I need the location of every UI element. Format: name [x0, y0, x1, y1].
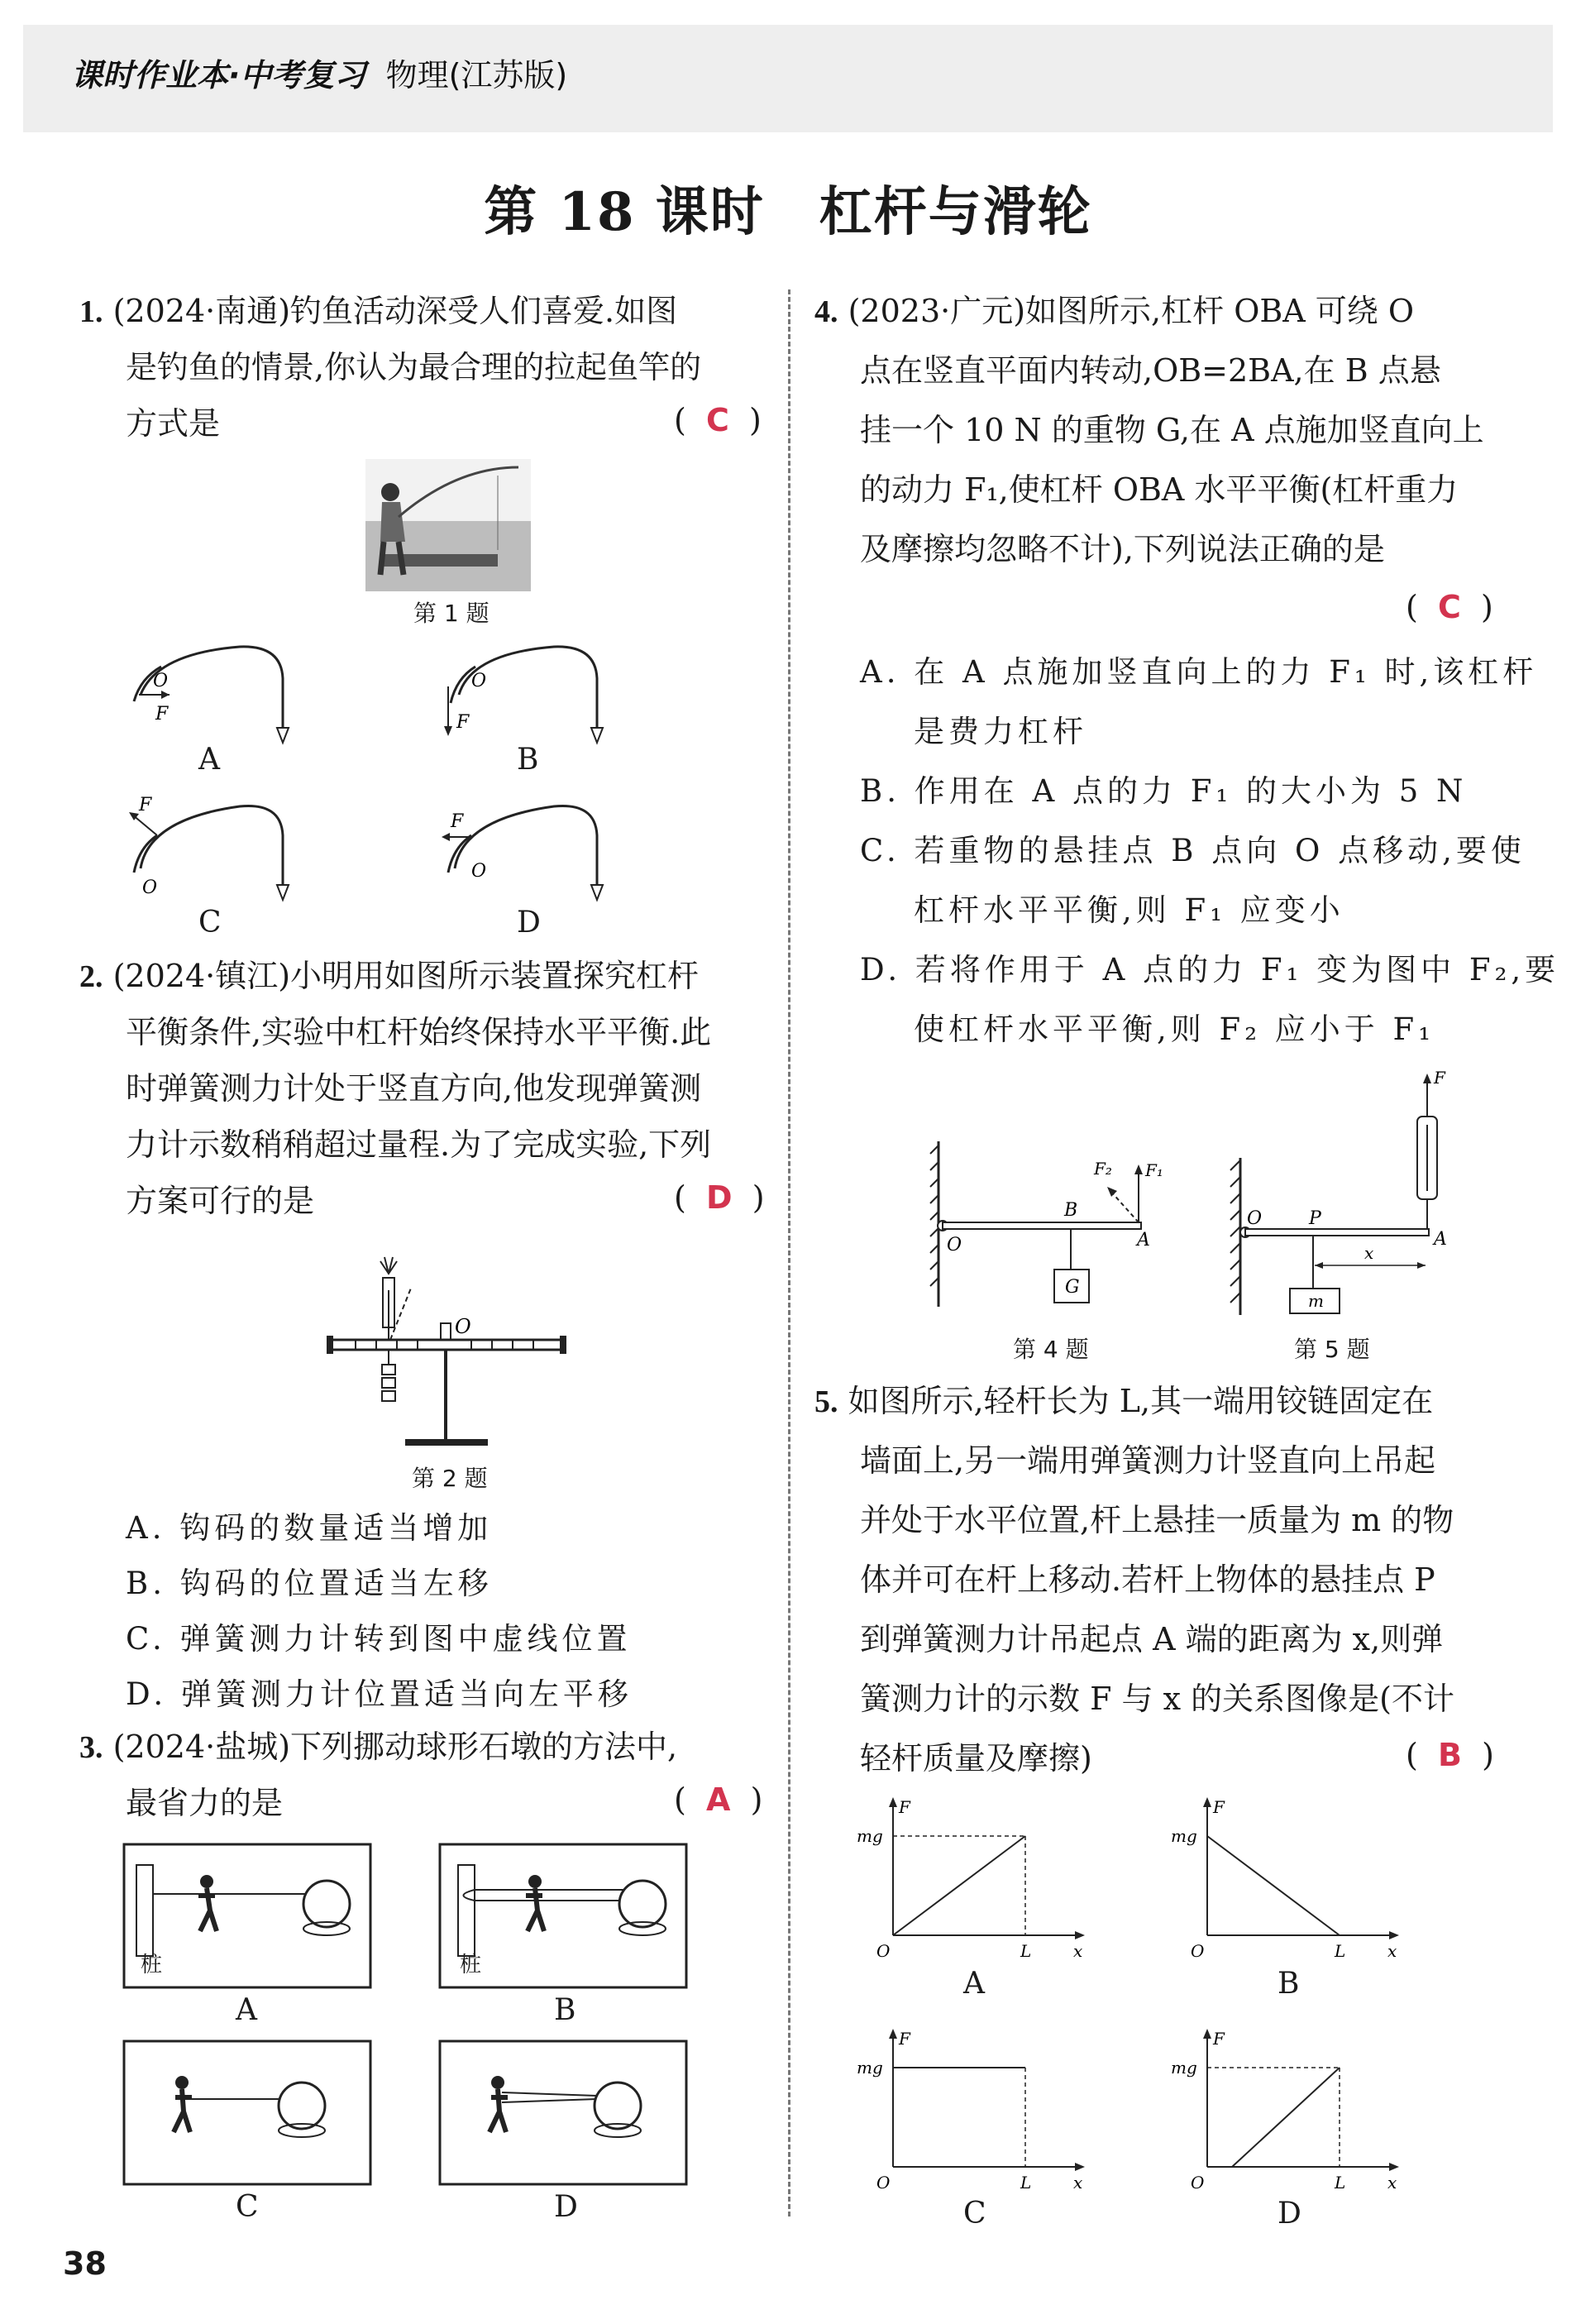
- label-o: O: [1247, 1208, 1263, 1229]
- axis-label: L: [1335, 1941, 1346, 1961]
- stone-panel-d: [440, 2041, 688, 2186]
- axis-label: mg: [857, 1826, 883, 1846]
- question-text: 及摩擦均忽略不计),下列说法正确的是: [860, 531, 1385, 567]
- axis-label: x: [1387, 2173, 1397, 2192]
- label-f: F: [1434, 1068, 1445, 1088]
- question-text: 簧测力计的示数 F 与 x 的关系图像是(不计: [860, 1681, 1454, 1717]
- question-text: 平衡条件,实验中杠杆始终保持水平平衡.此: [126, 1014, 712, 1050]
- post-label: 桩: [141, 1953, 163, 1977]
- question-5: [814, 1373, 1433, 1430]
- page-number: 38: [63, 2245, 107, 2282]
- axis-label: F: [1213, 1797, 1225, 1817]
- answer-paren: ( D ): [674, 1179, 765, 1216]
- svg-text:O: O: [142, 877, 158, 898]
- column-divider: [788, 289, 790, 2216]
- question-text: 的动力 F₁,使杠杆 OBA 水平平衡(杠杆重力: [860, 471, 1459, 508]
- header-title: 课时作业本·中考复习 物理(江苏版): [71, 57, 568, 93]
- answer-mark: C: [705, 402, 729, 438]
- label-f2: F₂: [1094, 1159, 1112, 1179]
- question-text: 方式是: [126, 405, 221, 442]
- figure-4-lever: [930, 1141, 1162, 1323]
- answer-paren: ( C ): [1406, 589, 1493, 625]
- question-text: 时弹簧测力计处于竖直方向,他发现弹簧测: [126, 1070, 702, 1107]
- answer-mark: D: [705, 1179, 733, 1216]
- answer-paren: ( A ): [674, 1781, 763, 1818]
- question-number: 4.: [814, 294, 838, 329]
- option-d-cont: 使杠杆水平平衡,则 F₂ 应小于 F₁: [914, 1011, 1435, 1047]
- lever-experiment-figure: [322, 1241, 579, 1456]
- option-label: B: [1278, 1967, 1300, 2001]
- answer-mark: C: [1437, 589, 1461, 625]
- question-2: [79, 948, 699, 1005]
- label-b: B: [1064, 1200, 1078, 1221]
- label-g: G: [1065, 1277, 1080, 1298]
- question-text: 轻杆质量及摩擦): [860, 1740, 1092, 1776]
- svg-text:F: F: [155, 704, 169, 724]
- question-number: 3.: [79, 1730, 103, 1765]
- axis-label: L: [1020, 1941, 1032, 1961]
- axis-label: x: [1073, 1941, 1083, 1961]
- graph-option-d: [1166, 2026, 1414, 2192]
- option-a: A. 在 A 点施加竖直向上的力 F₁ 时,该杠杆: [860, 654, 1538, 690]
- label-a: A: [1137, 1230, 1150, 1250]
- question-text: 到弹簧测力计吊起点 A 端的距离为 x,则弹: [860, 1621, 1444, 1657]
- svg-text:O: O: [455, 1315, 471, 1338]
- svg-text:F: F: [139, 795, 152, 815]
- figure-caption: 第 5 题: [1294, 1336, 1370, 1363]
- graph-option-c: [852, 2026, 1100, 2192]
- svg-text:O: O: [153, 671, 169, 691]
- svg-text:O: O: [471, 671, 487, 691]
- option-d: D. 弹簧测力计位置适当向左平移: [126, 1676, 633, 1712]
- option-a: A. 钩码的数量适当增加: [126, 1510, 493, 1546]
- question-text: (2024·镇江)小明用如图所示装置探究杠杆: [112, 958, 700, 994]
- option-b: B. 作用在 A 点的力 F₁ 的大小为 5 N: [860, 773, 1468, 809]
- axis-label: O: [1191, 1941, 1205, 1961]
- question-text: (2024·南通)钓鱼活动深受人们喜爱.如图: [112, 293, 678, 329]
- axis-label: L: [1020, 2173, 1032, 2192]
- axis-label: mg: [857, 2058, 883, 2078]
- question-text: 力计示数稍稍超过量程.为了完成实验,下列: [126, 1126, 712, 1163]
- axis-label: x: [1073, 2173, 1083, 2192]
- option-label: D: [554, 2190, 578, 2224]
- axis-label: O: [876, 1941, 891, 1961]
- question-text: 并处于水平位置,杆上悬挂一质量为 m 的物: [860, 1502, 1454, 1538]
- question-4: [814, 283, 1414, 340]
- option-label: C: [963, 2197, 986, 2231]
- option-label: D: [517, 906, 541, 940]
- axis-label: F: [899, 1797, 910, 1817]
- label-o: O: [947, 1235, 962, 1255]
- label-m: m: [1308, 1291, 1324, 1311]
- option-d: D. 若将作用于 A 点的力 F₁ 变为图中 F₂,要: [860, 952, 1560, 987]
- axis-label: F: [899, 2029, 910, 2049]
- question-text: 是钓鱼的情景,你认为最合理的拉起鱼竿的: [126, 349, 702, 385]
- option-label: D: [1278, 2197, 1301, 2231]
- label-p: P: [1309, 1208, 1321, 1229]
- label-x: x: [1364, 1243, 1374, 1263]
- axis-label: O: [876, 2173, 891, 2192]
- svg-text:F: F: [451, 811, 464, 832]
- rod-diagram-c: [124, 786, 322, 901]
- figure-caption: 第 1 题: [413, 600, 490, 627]
- question-number: 5.: [814, 1384, 838, 1419]
- question-text: 点在竖直平面内转动,OB=2BA,在 B 点悬: [860, 352, 1441, 389]
- axis-label: x: [1387, 1941, 1397, 1961]
- svg-text:O: O: [471, 861, 487, 882]
- question-number: 1.: [79, 294, 103, 329]
- question-text: (2023·广元)如图所示,杠杆 OBA 可绕 O: [848, 293, 1415, 329]
- axis-label: F: [1213, 2029, 1225, 2049]
- rod-diagram-b: [438, 637, 637, 744]
- page-title: 第 18 课时 杠杆与滑轮: [484, 181, 1092, 243]
- option-label: B: [517, 743, 539, 777]
- figure-5-spring-lever: [1222, 1067, 1447, 1323]
- rod-diagram-a: [124, 637, 322, 744]
- option-label: A: [963, 1967, 985, 2001]
- question-text: 墙面上,另一端用弹簧测力计竖直向上吊起: [860, 1442, 1436, 1479]
- option-b: B. 钩码的位置适当左移: [126, 1566, 493, 1601]
- axis-label: O: [1191, 2173, 1205, 2192]
- question-text: (2024·盐城)下列挪动球形石墩的方法中,: [112, 1729, 678, 1765]
- question-text: 最省力的是: [126, 1785, 284, 1821]
- option-label: C: [236, 2190, 259, 2224]
- option-c: C. 弹簧测力计转到图中虚线位置: [126, 1621, 632, 1657]
- question-text: 挂一个 10 N 的重物 G,在 A 点施加竖直向上: [860, 412, 1484, 448]
- axis-label: mg: [1171, 1826, 1197, 1846]
- question-text: 方案可行的是: [126, 1183, 315, 1219]
- answer-paren: ( B ): [1406, 1737, 1494, 1773]
- label-f1: F₁: [1145, 1160, 1163, 1180]
- answer-mark: B: [1437, 1737, 1462, 1773]
- axis-label: L: [1335, 2173, 1346, 2192]
- rod-diagram-d: [438, 786, 637, 901]
- question-number: 2.: [79, 959, 103, 994]
- question-text: 如图所示,轻杆长为 L,其一端用铰链固定在: [848, 1383, 1434, 1419]
- fishing-photo: [365, 459, 531, 591]
- graph-option-b: [1166, 1795, 1414, 1960]
- stone-panel-c: [124, 2041, 372, 2186]
- question-text: 体并可在杆上移动.若杆上物体的悬挂点 P: [860, 1561, 1435, 1598]
- option-label: A: [236, 1993, 257, 2027]
- option-label: B: [554, 1993, 576, 2027]
- svg-text:F: F: [456, 712, 470, 733]
- option-label: C: [198, 906, 222, 940]
- answer-mark: A: [705, 1781, 731, 1818]
- option-label: A: [198, 743, 220, 777]
- option-a-cont: 是费力杠杆: [914, 714, 1087, 749]
- axis-label: mg: [1171, 2058, 1197, 2078]
- option-c: C. 若重物的悬挂点 B 点向 O 点移动,要使: [860, 833, 1526, 868]
- post-label: 桩: [460, 1953, 482, 1977]
- figure-caption: 第 2 题: [412, 1465, 488, 1492]
- graph-option-a: [852, 1795, 1100, 1960]
- label-a: A: [1434, 1229, 1447, 1250]
- option-c-cont: 杠杆水平平衡,则 F₁ 应变小: [914, 892, 1344, 928]
- question-3: [79, 1719, 677, 1776]
- question-1: [79, 283, 677, 340]
- answer-paren: ( C ): [674, 402, 762, 438]
- figure-caption: 第 4 题: [1013, 1336, 1089, 1363]
